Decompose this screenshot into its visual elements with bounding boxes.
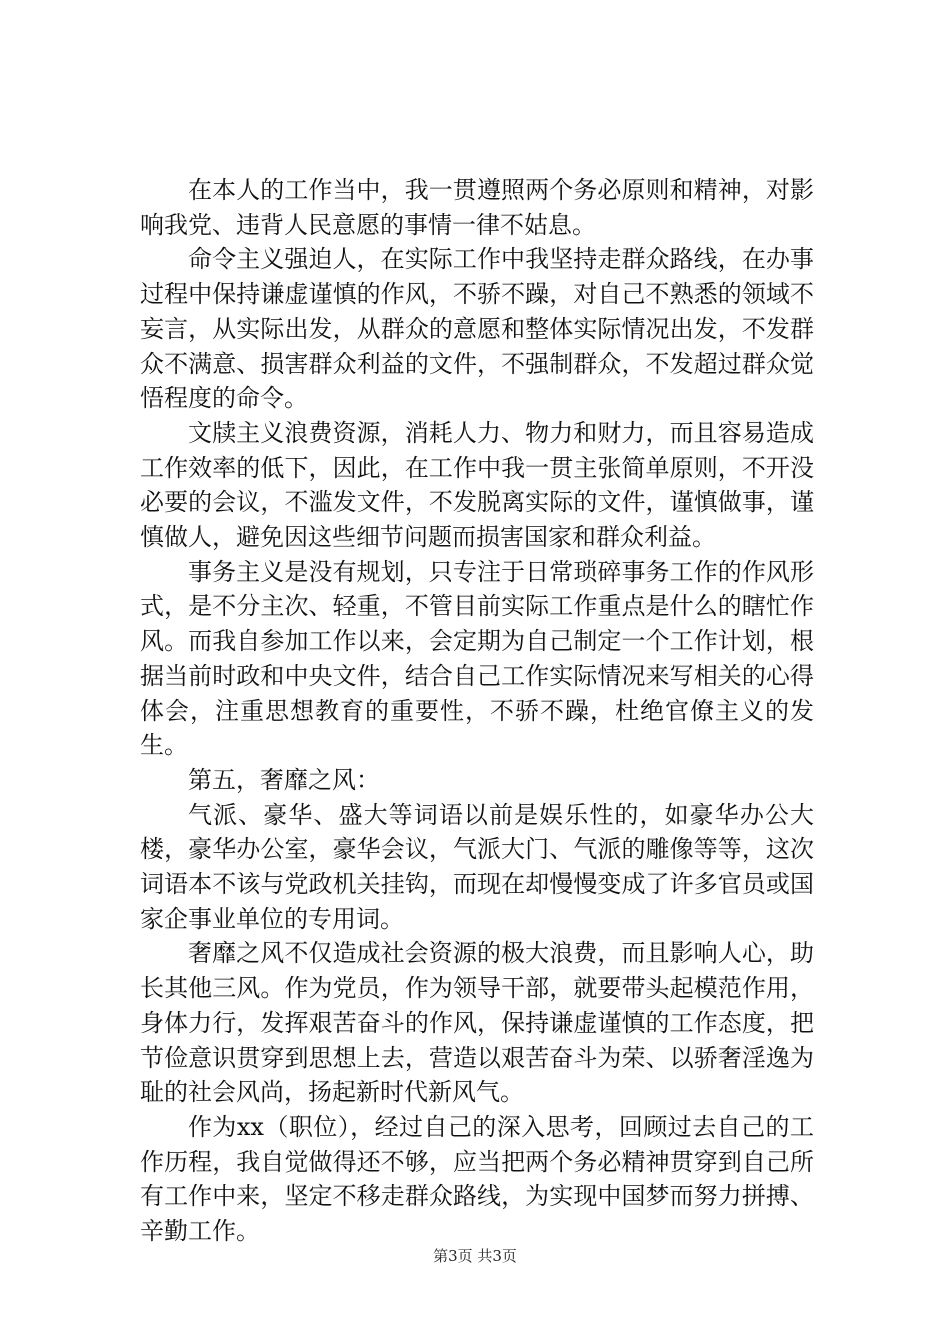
paragraph-4: 事务主义是没有规划，只专注于日常琐碎事务工作的作风形式，是不分主次、轻重，不管目前实际工作重点是什么的瞎忙作风。而我自参加工作以来，会定期为自己制定一个工作计划，根据当前时政和中央文件，结合自己工作实际情况来写相关的心得体会，注重思想教育的重要性，不骄不躁，杜绝官僚主义的发生。 <box>140 557 814 760</box>
page-footer: 第3页 共3页 <box>433 1247 517 1265</box>
paragraph-3: 文牍主义浪费资源，消耗人力、物力和财力，而且容易造成工作效率的低下，因此，在工作中我一贯主张简单原则，不开没必要的会议，不滥发文件，不发脱离实际的文件，谨慎做事，谨慎做人，避免因这些细节问题而损害国家和群众利益。 <box>140 418 814 552</box>
paragraph-8: 作为xx（职位），经过自己的深入思考，回顾过去自己的工作历程，我自觉做得还不够，应当把两个务必精神贯穿到自己所有工作中来，坚定不移走群众路线，为实现中国梦而努力拼搏、辛勤工作。 <box>140 1112 814 1246</box>
paragraph-2: 命令主义强迫人，在实际工作中我坚持走群众路线，在办事过程中保持谦虚谨慎的作风，不骄不躁，对自己不熟悉的领域不妄言，从实际出发，从群众的意愿和整体实际情况出发，不发群众不满意、损害群众利益的文件，不强制群众，不发超过群众觉悟程度的命令。 <box>140 245 814 413</box>
paragraph-6: 气派、豪华、盛大等词语以前是娱乐性的，如豪华办公大楼，豪华办公室，豪华会议，气派大门、气派的雕像等等，这次词语本不该与党政机关挂钩，而现在却慢慢变成了许多官员或国家企事业单位的专用词。 <box>140 800 814 933</box>
section-heading-fifth: 第五，奢靡之风： <box>188 765 380 794</box>
paragraph-7: 奢靡之风不仅造成社会资源的极大浪费，而且影响人心，助长其他三风。作为党员，作为领导干部，就要带头起模范作用，身体力行，发挥艰苦奋斗的作风，保持谦虚谨慎的工作态度，把节俭意识贯穿到思想上去，营造以艰苦奋斗为荣、以骄奢淫逸为耻的社会风尚，扬起新时代新风气。 <box>140 939 814 1107</box>
paragraph-1: 在本人的工作当中，我一贯遵照两个务必原则和精神，对影响我党、违背人民意愿的事情一律不姑息。 <box>140 176 814 239</box>
document-body <box>140 173 814 1249</box>
